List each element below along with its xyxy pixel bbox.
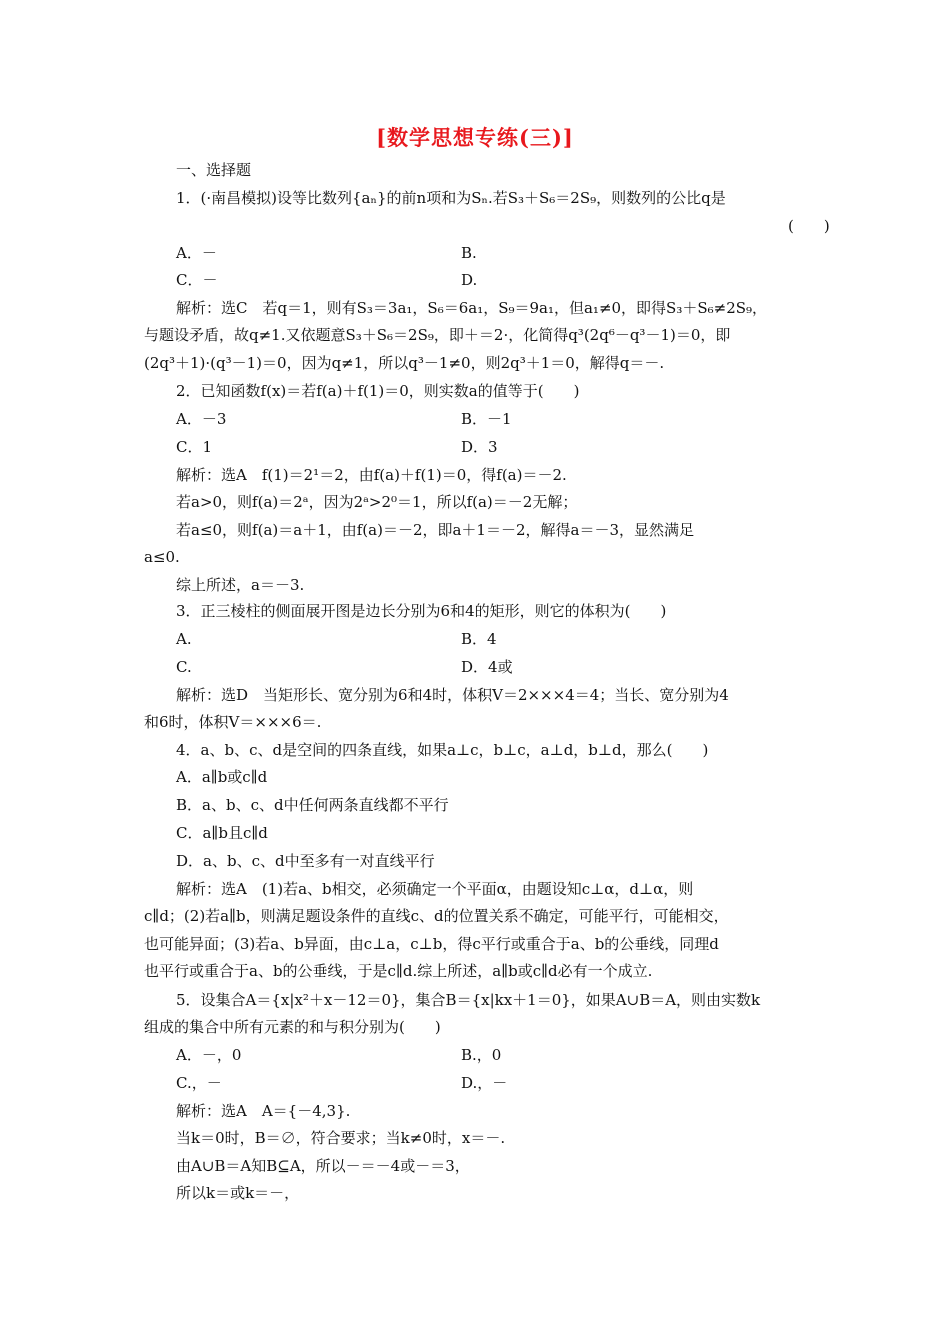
q5-option-a: A．－，0 xyxy=(176,1046,242,1064)
q5-option-b: B.，0 xyxy=(461,1046,502,1064)
page-title: [数学思想专练(三)] xyxy=(376,125,574,150)
question-2-stem: 2．已知函数f(x)＝若f(a)＋f(1)＝0，则实数a的值等于( ) xyxy=(176,382,580,400)
question-5-stem-cont: 组成的集合中所有元素的和与积分别为( ) xyxy=(144,1018,441,1036)
q3-option-d: D．4或 xyxy=(461,658,513,676)
q4-option-a: A．a∥b或c∥d xyxy=(176,768,268,786)
q4-solution: 解析：选A (1)若a、b相交，必须确定一个平面α，由题设知c⊥α，d⊥α，则 xyxy=(176,880,694,898)
question-1-stem: 1．(·南昌模拟)设等比数列{aₙ}的前n项和为Sₙ.若S₃＋S₆＝2S₉，则数列的公比q是 xyxy=(176,189,726,207)
q1-solution-cont: (2q³＋1)·(q³－1)＝0，因为q≠1，所以q³－1≠0，则2q³＋1＝0，解得q＝－. xyxy=(144,354,665,372)
q1-option-d: D. xyxy=(461,271,478,289)
q1-option-a: A．－ xyxy=(176,244,217,262)
q2-solution-cont: 若a>0，则f(a)＝2ᵃ，因为2ᵃ>2⁰＝1，所以f(a)＝－2无解； xyxy=(176,493,578,511)
q1-solution: 解析：选C 若q＝1，则有S₃＝3a₁，S₆＝6a₁，S₉＝9a₁，但a₁≠0，即得S₃＋S₆≠2S₉， xyxy=(176,299,768,317)
q4-option-d: D．a、b、c、d中至多有一对直线平行 xyxy=(176,852,435,870)
q5-solution-cont: 当k＝0时，B＝∅，符合要求；当k≠0时，x＝－. xyxy=(176,1129,506,1147)
q5-solution: 解析：选A A＝{－4,3}. xyxy=(176,1102,351,1120)
question-5-stem: 5．设集合A＝{x|x²＋x－12＝0}，集合B＝{x|kx＋1＝0}，如果A∪B＝A，则由实数k xyxy=(176,991,761,1009)
q2-solution-cont: 若a≤0，则f(a)＝a＋1，由f(a)＝－2，即a＋1＝－2，解得a＝－3，显然满足 xyxy=(176,521,695,539)
q4-option-c: C．a∥b且c∥d xyxy=(176,824,268,842)
q2-solution: 解析：选A f(1)＝2¹＝2，由f(a)＋f(1)＝0，得f(a)＝－2. xyxy=(176,466,567,484)
answer-parentheses: ( ) xyxy=(788,217,830,235)
q3-solution-cont: 和6时，体积V＝×××6＝. xyxy=(144,713,322,731)
section-heading: 一、选择题 xyxy=(176,161,252,179)
q3-option-c: C. xyxy=(176,658,192,676)
q2-option-b: B．－1 xyxy=(461,410,512,428)
q5-solution-cont: 所以k＝或k＝－， xyxy=(176,1184,300,1202)
q4-solution-cont: c∥d；(2)若a∥b，则满足题设条件的直线c、d的位置关系不确定，可能平行，可能相交， xyxy=(144,907,729,925)
q3-solution: 解析：选D 当矩形长、宽分别为6和4时，体积V＝2×××4＝4；当长、宽分别为4 xyxy=(176,686,729,704)
q2-option-d: D．3 xyxy=(461,438,498,456)
q3-option-a: A. xyxy=(176,630,192,648)
question-3-stem: 3．正三棱柱的侧面展开图是边长分别为6和4的矩形，则它的体积为( ) xyxy=(176,602,667,620)
q2-option-a: A．－3 xyxy=(176,410,227,428)
q1-option-b: B. xyxy=(461,244,477,262)
q4-option-b: B．a、b、c、d中任何两条直线都不平行 xyxy=(176,796,449,814)
question-4-stem: 4．a、b、c、d是空间的四条直线，如果a⊥c，b⊥c，a⊥d，b⊥d，那么( ) xyxy=(176,741,709,759)
q2-solution-cont: 综上所述，a＝－3. xyxy=(176,576,305,594)
q1-solution-cont: 与题设矛盾，故q≠1.又依题意S₃＋S₆＝2S₉，即＋＝2·，化简得q³(2q⁶－q³－1)＝0，即 xyxy=(144,326,731,344)
q5-option-d: D.，－ xyxy=(461,1074,508,1092)
q1-option-c: C．－ xyxy=(176,271,218,289)
q2-option-c: C．1 xyxy=(176,438,213,456)
q2-solution-cont: a≤0. xyxy=(144,548,180,566)
q5-solution-cont: 由A∪B＝A知B⊆A，所以－＝－4或－＝3， xyxy=(176,1157,470,1175)
q5-option-c: C.，－ xyxy=(176,1074,222,1092)
q4-solution-cont: 也可能异面；(3)若a、b异面，由c⊥a，c⊥b，得c平行或重合于a、b的公垂线，同理d xyxy=(144,935,719,953)
q3-option-b: B．4 xyxy=(461,630,497,648)
q4-solution-cont: 也平行或重合于a、b的公垂线，于是c∥d.综上所述，a∥b或c∥d必有一个成立. xyxy=(144,962,653,980)
